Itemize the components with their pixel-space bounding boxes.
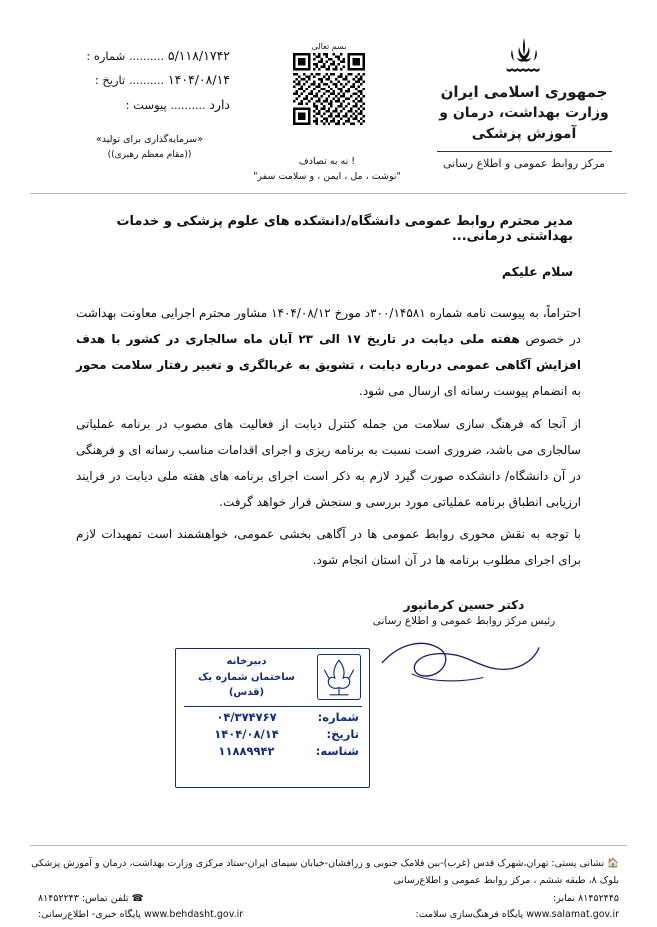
- footer-fax-label: نمابر:: [553, 893, 576, 905]
- letter-date-dots: ..........: [129, 74, 165, 88]
- footer: [30, 856, 627, 920]
- letter-number-label: شماره :: [86, 49, 126, 63]
- year-slogan-line1: «سرمایه‌گذاری برای تولید»: [95, 134, 204, 145]
- footer-phone-label: تلفن تماس:: [81, 893, 129, 905]
- footer-link-behdasht[interactable]: [38, 909, 243, 920]
- letter-attachment-row: [62, 93, 230, 117]
- registry-id-row: [176, 741, 369, 758]
- letter-date-row: [62, 68, 230, 92]
- footer-address-text: نشانی پستی: تهران،شهرک قدس (غرب)-بین فلامک جنوبی و زرافشان-خیابان سیمای ایران-ستاد مرکزی وزارت بهداشت، درمان و آموزش پزشکی بلوک ۸، طبقه ششم ، مرکز روابط عمومی و اطلاع‌رسانی: [31, 858, 619, 886]
- registry-id-value: ۱۱۸۸۹۹۴۲: [218, 743, 275, 758]
- letter-date-label: تاریخ :: [94, 73, 126, 88]
- year-slogan-line2: ((مقام معظم رهبری)): [107, 149, 192, 160]
- signer-title: رئیس مرکز روابط عمومی و اطلاع رسانی: [372, 615, 556, 627]
- body-paragraph-2: از آنجا که فرهنگ سازی سلامت من جمله کنترل دیابت از فعالیت های مصوب در برنامه عملیاتی سالجاری می باشد، ضروری است نسبت به برنامه ریزی و اجرای اقدامات مناسب رسانه ای و فرهنگی در آن دانشگاه/ دانشکده صورت گیرد لازم به ذکر است اجرای برنامه های هفته ملی دیابت در فرایند ارزیابی انطباق برنامه عملیاتی مورد بررسی و سنجش قرار خواهد گرفت.: [76, 416, 581, 510]
- letterhead: [0, 34, 657, 184]
- signature-block: [349, 598, 579, 691]
- registry-title-line2: ساختمان شماره یک: [198, 671, 295, 683]
- registry-title-line1: دبیرخانه: [226, 656, 267, 667]
- registry-date-value: ۱۴۰۴/۰۸/۱۴: [214, 726, 279, 741]
- addressee-line: مدیر محترم روابط عمومی دانشگاه/دانشکده های علوم پزشکی و خدمات بهداشتی درمانی...: [116, 214, 573, 244]
- registry-date-label: تاریخ:: [326, 726, 359, 741]
- signer-name: دکتر حسین کرمانپور: [403, 598, 525, 612]
- greeting-line: سلام علیکم: [501, 264, 573, 279]
- qr-code-icon: [293, 53, 365, 125]
- body-paragraph-3: با توجه به نقش محوری روابط عمومی ها در آگاهی بخشی عمومی، خواهشمند است تمهیدات لازم برای اجرای مطلوب برنامه ها در آن استان انجام شود.: [76, 527, 581, 568]
- footer-link-behdasht-url[interactable]: www.behdasht.gov.ir: [143, 909, 244, 921]
- handwritten-signature-icon: [371, 631, 558, 687]
- registry-stamp-title: [184, 654, 309, 701]
- letter-meta: [62, 44, 230, 117]
- iran-emblem-icon: [501, 36, 547, 80]
- registry-number-value: ۰۴/۳۷۴۷۶۷: [216, 709, 277, 724]
- body-p1-part-c: به انضمام پیوست رسانه ای ارسال می شود.: [359, 384, 581, 399]
- footer-address-icon: 🏠: [607, 858, 619, 869]
- registry-seal-icon: [317, 654, 361, 700]
- body-p1-highlight: هفته ملی دیابت در تاریخ ۱۷ الی ۲۳ آبان ماه سالجاری در کشور با هدف افزایش آگاهی عمومی درباره دیابت ، تشویق به غربالگری و تغییر رفتار سلامت محور: [76, 332, 581, 373]
- footer-fax: [553, 893, 619, 904]
- registry-stamp: [175, 648, 370, 788]
- footer-link-salamat-url[interactable]: www.salamat.gov.ir: [526, 909, 619, 921]
- footer-divider: [30, 845, 627, 846]
- qr-block: [283, 42, 375, 125]
- letter-attachment-dots: ..........: [170, 98, 206, 112]
- ministry-country-label: جمهوری اسلامی ایران: [440, 83, 608, 101]
- letter-number-value: ۵/۱۱۸/۱۷۴۲: [167, 48, 230, 63]
- phone-icon: ☎: [131, 893, 144, 905]
- department-label: مرکز روابط عمومی و اطلاع رسانی: [443, 157, 605, 171]
- letter-date-value: ۱۴۰۴/۰۸/۱۴: [167, 72, 230, 88]
- year-slogan: [62, 132, 237, 163]
- besmellah-label: بسم تعالی: [311, 42, 347, 51]
- registry-number-row: [176, 707, 369, 724]
- ministry-block: [419, 36, 629, 170]
- registry-title-line3: (قدس): [228, 687, 265, 698]
- footer-link-salamat-label: پایگاه فرهنگ‌سازی سلامت:: [415, 909, 524, 921]
- letter-number-row: [62, 44, 230, 68]
- registry-id-label: شناسه:: [315, 743, 359, 758]
- safety-motto-line2: "نوشت ، مل ، ایمن ، و سلامت سفر": [253, 171, 401, 183]
- safety-motto: [252, 154, 402, 184]
- letter-body: [76, 300, 581, 580]
- footer-link-behdasht-label: پایگاه خبری- اطلاع‌رسانی:: [38, 909, 141, 921]
- letter-number-dots: ..........: [129, 50, 165, 63]
- registry-stamp-header: [176, 649, 369, 703]
- letter-attachment-label: پیوست :: [125, 97, 167, 112]
- footer-contact-row: [30, 893, 627, 904]
- footer-links-row: [30, 909, 627, 920]
- registry-date-row: [176, 724, 369, 741]
- footer-link-salamat[interactable]: [416, 909, 619, 920]
- body-paragraph-1: [76, 300, 581, 405]
- letter-attachment-value: دارد: [209, 96, 230, 112]
- footer-address: [30, 856, 627, 889]
- body-p1-part-a: احتراماً، به پیوست نامه شماره ۳۰۰/۱۴۵۸۱د مورخ ۱۴۰۴/۰۸/۱۲ مشاور محترم اجرایی معاونت بهداشت در خصوص: [76, 306, 581, 347]
- footer-fax-value: ۸۱۴۵۲۴۴۵: [578, 893, 619, 905]
- registry-number-label: شماره:: [317, 709, 359, 724]
- header-divider: [30, 193, 627, 194]
- ministry-name-label: وزارت بهداشت، درمان و آموزش پزشکی: [439, 105, 609, 143]
- safety-motto-line1: ! نه به تصادف: [298, 156, 356, 167]
- footer-phone: [38, 893, 143, 904]
- ministry-divider: [437, 151, 612, 152]
- footer-phone-value: ۸۱۴۵۲۲۴۳: [38, 893, 79, 905]
